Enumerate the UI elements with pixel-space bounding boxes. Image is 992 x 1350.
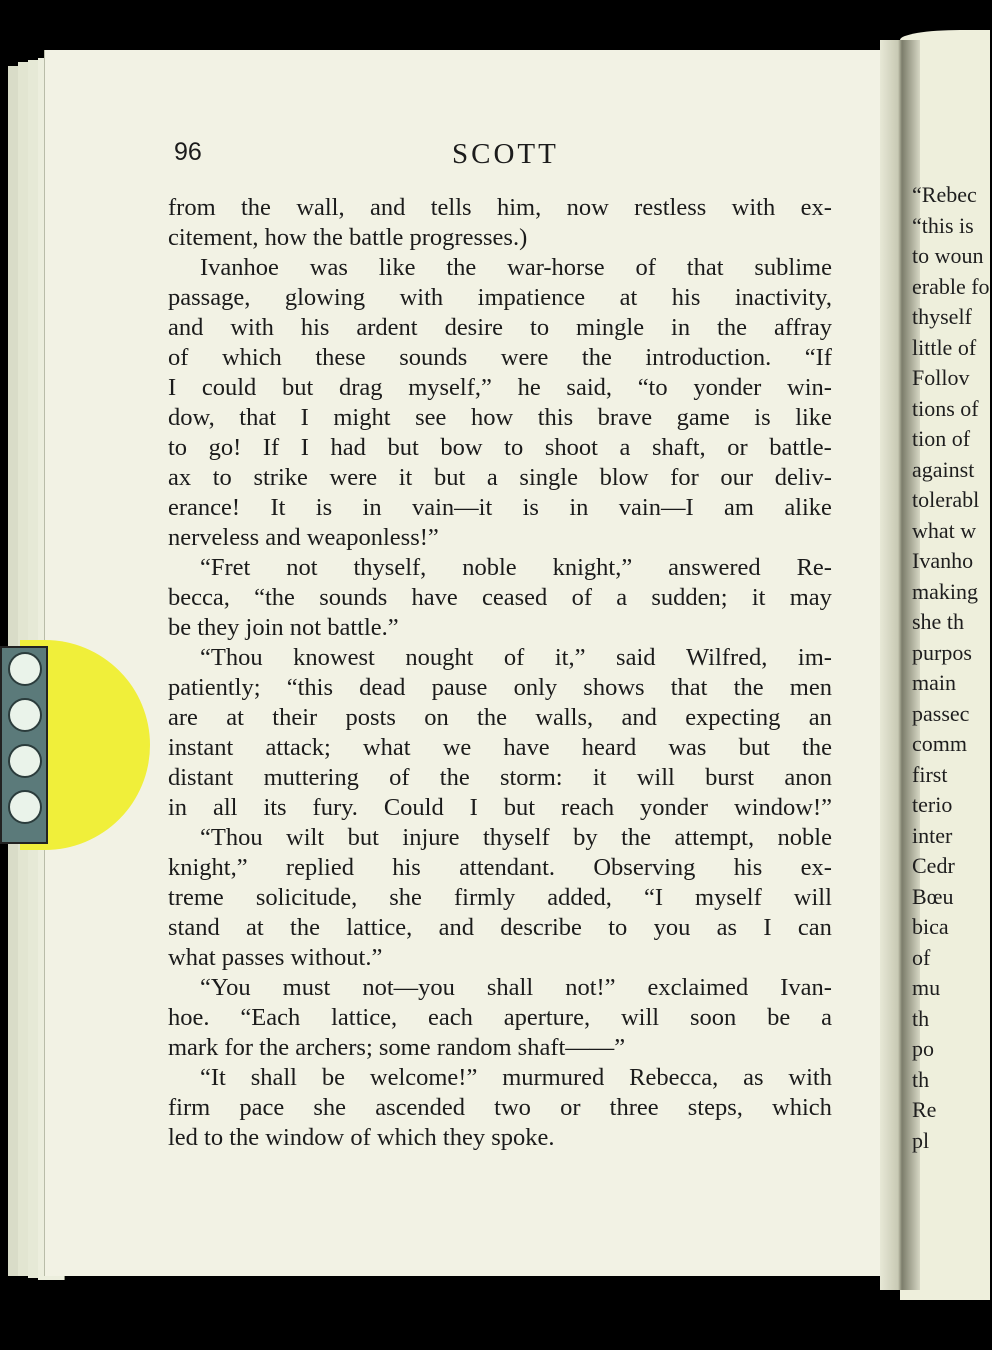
text-line: I could but drag myself,” he said, “to yonder win- xyxy=(168,374,832,401)
facing-text-line: pl xyxy=(912,1127,930,1153)
facing-text-line: inter xyxy=(912,822,953,848)
facing-text-line: she th xyxy=(912,609,964,634)
text-line: “Thou wilt but injure thyself by the attempt, noble xyxy=(200,824,832,851)
page-number: 96 xyxy=(174,138,202,166)
facing-text-line: little of xyxy=(912,334,977,360)
facing-text-line: first xyxy=(912,761,948,787)
facing-text-line: po xyxy=(912,1036,934,1061)
text-line: treme solicitude, she firmly added, “I myself will xyxy=(168,884,832,911)
text-line: knight,” replied his attendant. Observing his ex- xyxy=(168,854,832,881)
facing-text-line: Ivanho xyxy=(912,548,974,573)
text-line: mark for the archers; some random shaft——” xyxy=(168,1034,626,1061)
text-line: be they join not battle.” xyxy=(168,614,399,641)
text-line: hoe. “Each lattice, each aperture, will soon be a xyxy=(168,1004,832,1031)
text-line: instant attack; what we have heard was but the xyxy=(168,734,832,761)
text-line: are at their posts on the walls, and expecting an xyxy=(168,704,832,731)
facing-text-line: tions of xyxy=(912,395,979,421)
text-line: patiently; “this dead pause only shows that the men xyxy=(168,674,832,701)
bookmark-clip[interactable] xyxy=(0,640,150,850)
facing-page-text xyxy=(912,180,992,1156)
facing-text-line: Bœu xyxy=(912,883,954,909)
facing-text-line: bica xyxy=(912,914,949,939)
facing-text-line: tion of xyxy=(912,426,971,451)
clip-dot xyxy=(8,744,42,778)
facing-text-line: of xyxy=(912,944,931,970)
facing-text-line: against xyxy=(912,456,975,482)
text-line: erance! It is in vain—it is in vain—I am alike xyxy=(168,494,832,521)
text-line: passage, glowing with impatience at his inactivity, xyxy=(168,284,832,311)
facing-text-line: what w xyxy=(912,517,977,543)
facing-text-line: main xyxy=(912,670,956,695)
text-line: Ivanhoe was like the war-horse of that sublime xyxy=(200,254,832,281)
body-text xyxy=(168,193,832,1153)
facing-text-line: terio xyxy=(912,792,953,817)
page-header xyxy=(0,138,980,172)
clip-dot xyxy=(8,790,42,824)
text-line: what passes without.” xyxy=(168,944,383,971)
text-line: led to the window of which they spoke. xyxy=(168,1124,555,1151)
facing-text-line: Follov xyxy=(912,365,970,390)
text-line: ax to strike were it but a single blow for our deliv- xyxy=(168,464,832,491)
bookmark-clip-strip xyxy=(0,646,48,844)
text-line: nerveless and weaponless!” xyxy=(168,524,439,551)
facing-text-line: mu xyxy=(912,975,941,1000)
facing-text-line: th xyxy=(912,1005,930,1031)
text-line: “Thou knowest nought of it,” said Wilfred, im- xyxy=(200,644,832,671)
text-line: “You must not—you shall not!” exclaimed Ivan- xyxy=(200,974,832,1001)
facing-text-line: “Rebec xyxy=(912,182,977,207)
text-line: “It shall be welcome!” murmured Rebecca, as with xyxy=(200,1064,832,1091)
clip-dot xyxy=(8,652,42,686)
text-line: and with his ardent desire to mingle in the affray xyxy=(168,314,832,341)
facing-text-line: “this is xyxy=(912,212,974,238)
text-line: in all its fury. Could I but reach yonder window!” xyxy=(168,794,832,821)
text-line: “Fret not thyself, noble knight,” answered Re- xyxy=(200,554,832,581)
facing-text-line: Cedr xyxy=(912,853,955,878)
facing-text-line: comm xyxy=(912,731,967,756)
text-line: becca, “the sounds have ceased of a sudden; it may xyxy=(168,584,832,611)
text-line: from the wall, and tells him, now restless with ex- xyxy=(168,194,832,221)
facing-text-line: passec xyxy=(912,700,970,726)
facing-text-line: to woun xyxy=(912,243,984,268)
facing-text-line: thyself xyxy=(912,304,972,329)
text-line: distant muttering of the storm: it will burst anon xyxy=(168,764,832,791)
text-line: to go! If I had but bow to shoot a shaft, or battle- xyxy=(168,434,832,461)
text-line: stand at the lattice, and describe to you as I can xyxy=(168,914,832,941)
facing-text-line: tolerabl xyxy=(912,487,980,512)
text-line: firm pace she ascended two or three steps, which xyxy=(168,1094,832,1121)
clip-dot xyxy=(8,698,42,732)
facing-text-line: making xyxy=(912,578,978,604)
text-line: citement, how the battle progresses.) xyxy=(168,224,528,251)
facing-text-line: purpos xyxy=(912,639,972,665)
text-line: dow, that I might see how this brave game is like xyxy=(168,404,832,431)
text-line: of which these sounds were the introduction. “If xyxy=(168,344,832,371)
facing-text-line: erable fo xyxy=(912,273,990,299)
facing-text-line: th xyxy=(912,1066,930,1092)
facing-text-line: Re xyxy=(912,1097,937,1122)
running-title: SCOTT xyxy=(452,138,559,170)
